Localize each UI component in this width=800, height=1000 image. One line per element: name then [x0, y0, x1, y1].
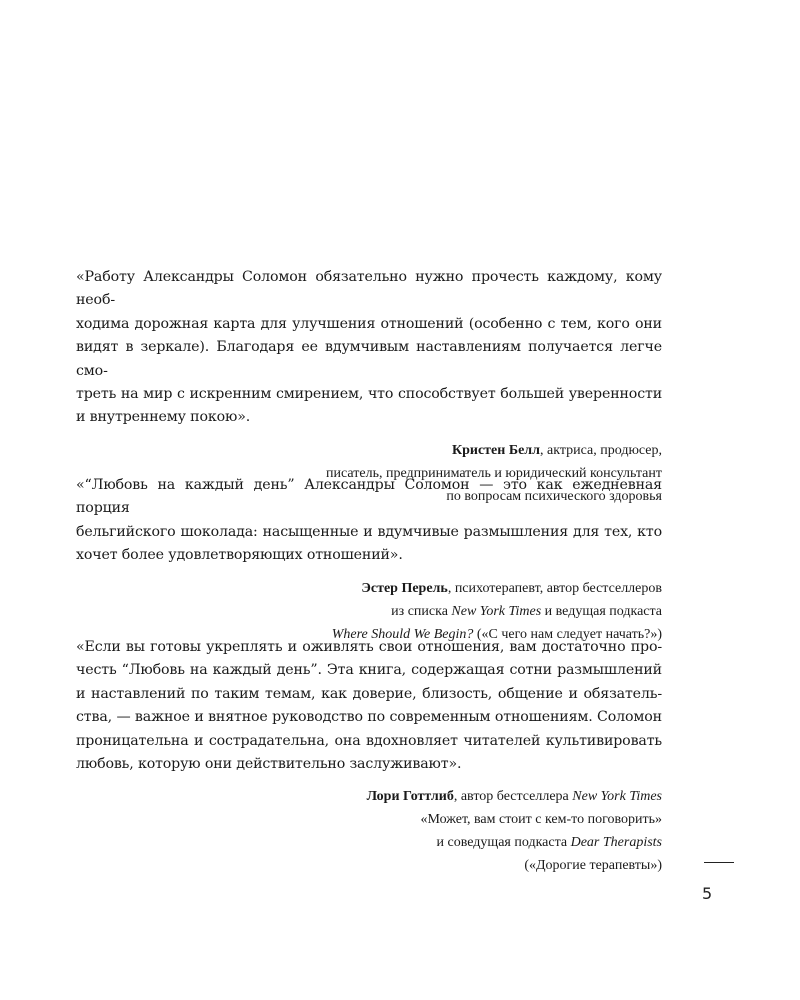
quote-line: честь “Любовь на каждый день”. Эта книга, содержащая сотни размышлений [76, 662, 662, 679]
quote-line: и наставлений по таким темам, как доверие, близость, общение и обязатель- [76, 685, 662, 702]
attribution-text: , психотерапевт, автор бестселлеров [447, 580, 662, 596]
blurb-kristen-bell [76, 266, 662, 508]
author-name: Кристен Белл [451, 442, 541, 458]
attribution-text: «Может, вам стоит с кем-то поговорить» [420, 812, 662, 828]
blurb-quote [76, 636, 662, 776]
blurb-quote [76, 266, 662, 430]
attribution-text: и соведущая подкаста [436, 835, 571, 851]
author-name: Лори Готтлиб [366, 789, 454, 805]
page-number-rule [704, 862, 734, 863]
quote-line: «Работу Александры Соломон обязательно нужно прочесть каждому, кому необ- [76, 269, 662, 309]
quote-line: любовь, которую они действительно заслуживают». [76, 756, 462, 773]
author-name: Эстер Перель [361, 580, 448, 596]
quote-line: ходима дорожная карта для улучшения отношений (особенно с тем, кого они [76, 315, 662, 332]
quote-line: хочет более удовлетворяющих отношений». [76, 547, 403, 564]
quote-line: «Если вы готовы укреплять и оживлять свои отношения, вам достаточно про- [76, 639, 662, 655]
podcast-title: Where Should We Begin? [331, 626, 474, 642]
attribution-text: , автор бестселлера [453, 789, 573, 805]
blurb-esther-perel [76, 474, 662, 646]
attribution-text: , актриса, продюсер, [540, 442, 662, 458]
page-number: 5 [702, 884, 713, 903]
quote-line: проницательна и сострадательна, она вдохновляет читателей культивировать [76, 732, 662, 749]
attribution-text: («С чего нам следует начать?») [473, 626, 662, 642]
attribution-text: по вопросам психического здоровья [446, 488, 662, 504]
attribution-text: и ведущая подкаста [541, 603, 662, 619]
quote-line: и внутреннему покою». [76, 409, 251, 426]
attribution-text: из списка [391, 603, 452, 619]
attribution-text: («Дорогие терапевты») [524, 858, 662, 874]
quote-line: видят в зеркале). Благодаря ее вдумчивым наставлениям получается легче смо- [76, 339, 662, 379]
attribution-text: писатель, предприниматель и юридический консультант [326, 465, 662, 481]
blurb-attribution [76, 785, 662, 877]
quote-line: бельгийского шоколада: насыщенные и вдумчивые размышления для тех, кто [76, 523, 662, 540]
blurb-quote [76, 474, 662, 568]
blurb-lori-gottlieb [76, 636, 662, 877]
quote-line: «“Любовь на каждый день” Александры Соломон — это как ежедневная порция [76, 477, 662, 517]
podcast-title: Dear Therapists [570, 835, 662, 851]
quote-line: ства, — важное и внятное руководство по современным отношениям. Соломон [76, 709, 662, 726]
quote-line: треть на мир с искренним смирением, что способствует большей уверенности [76, 386, 662, 403]
publication-title: New York Times [451, 603, 542, 619]
publication-title: New York Times [572, 789, 662, 805]
